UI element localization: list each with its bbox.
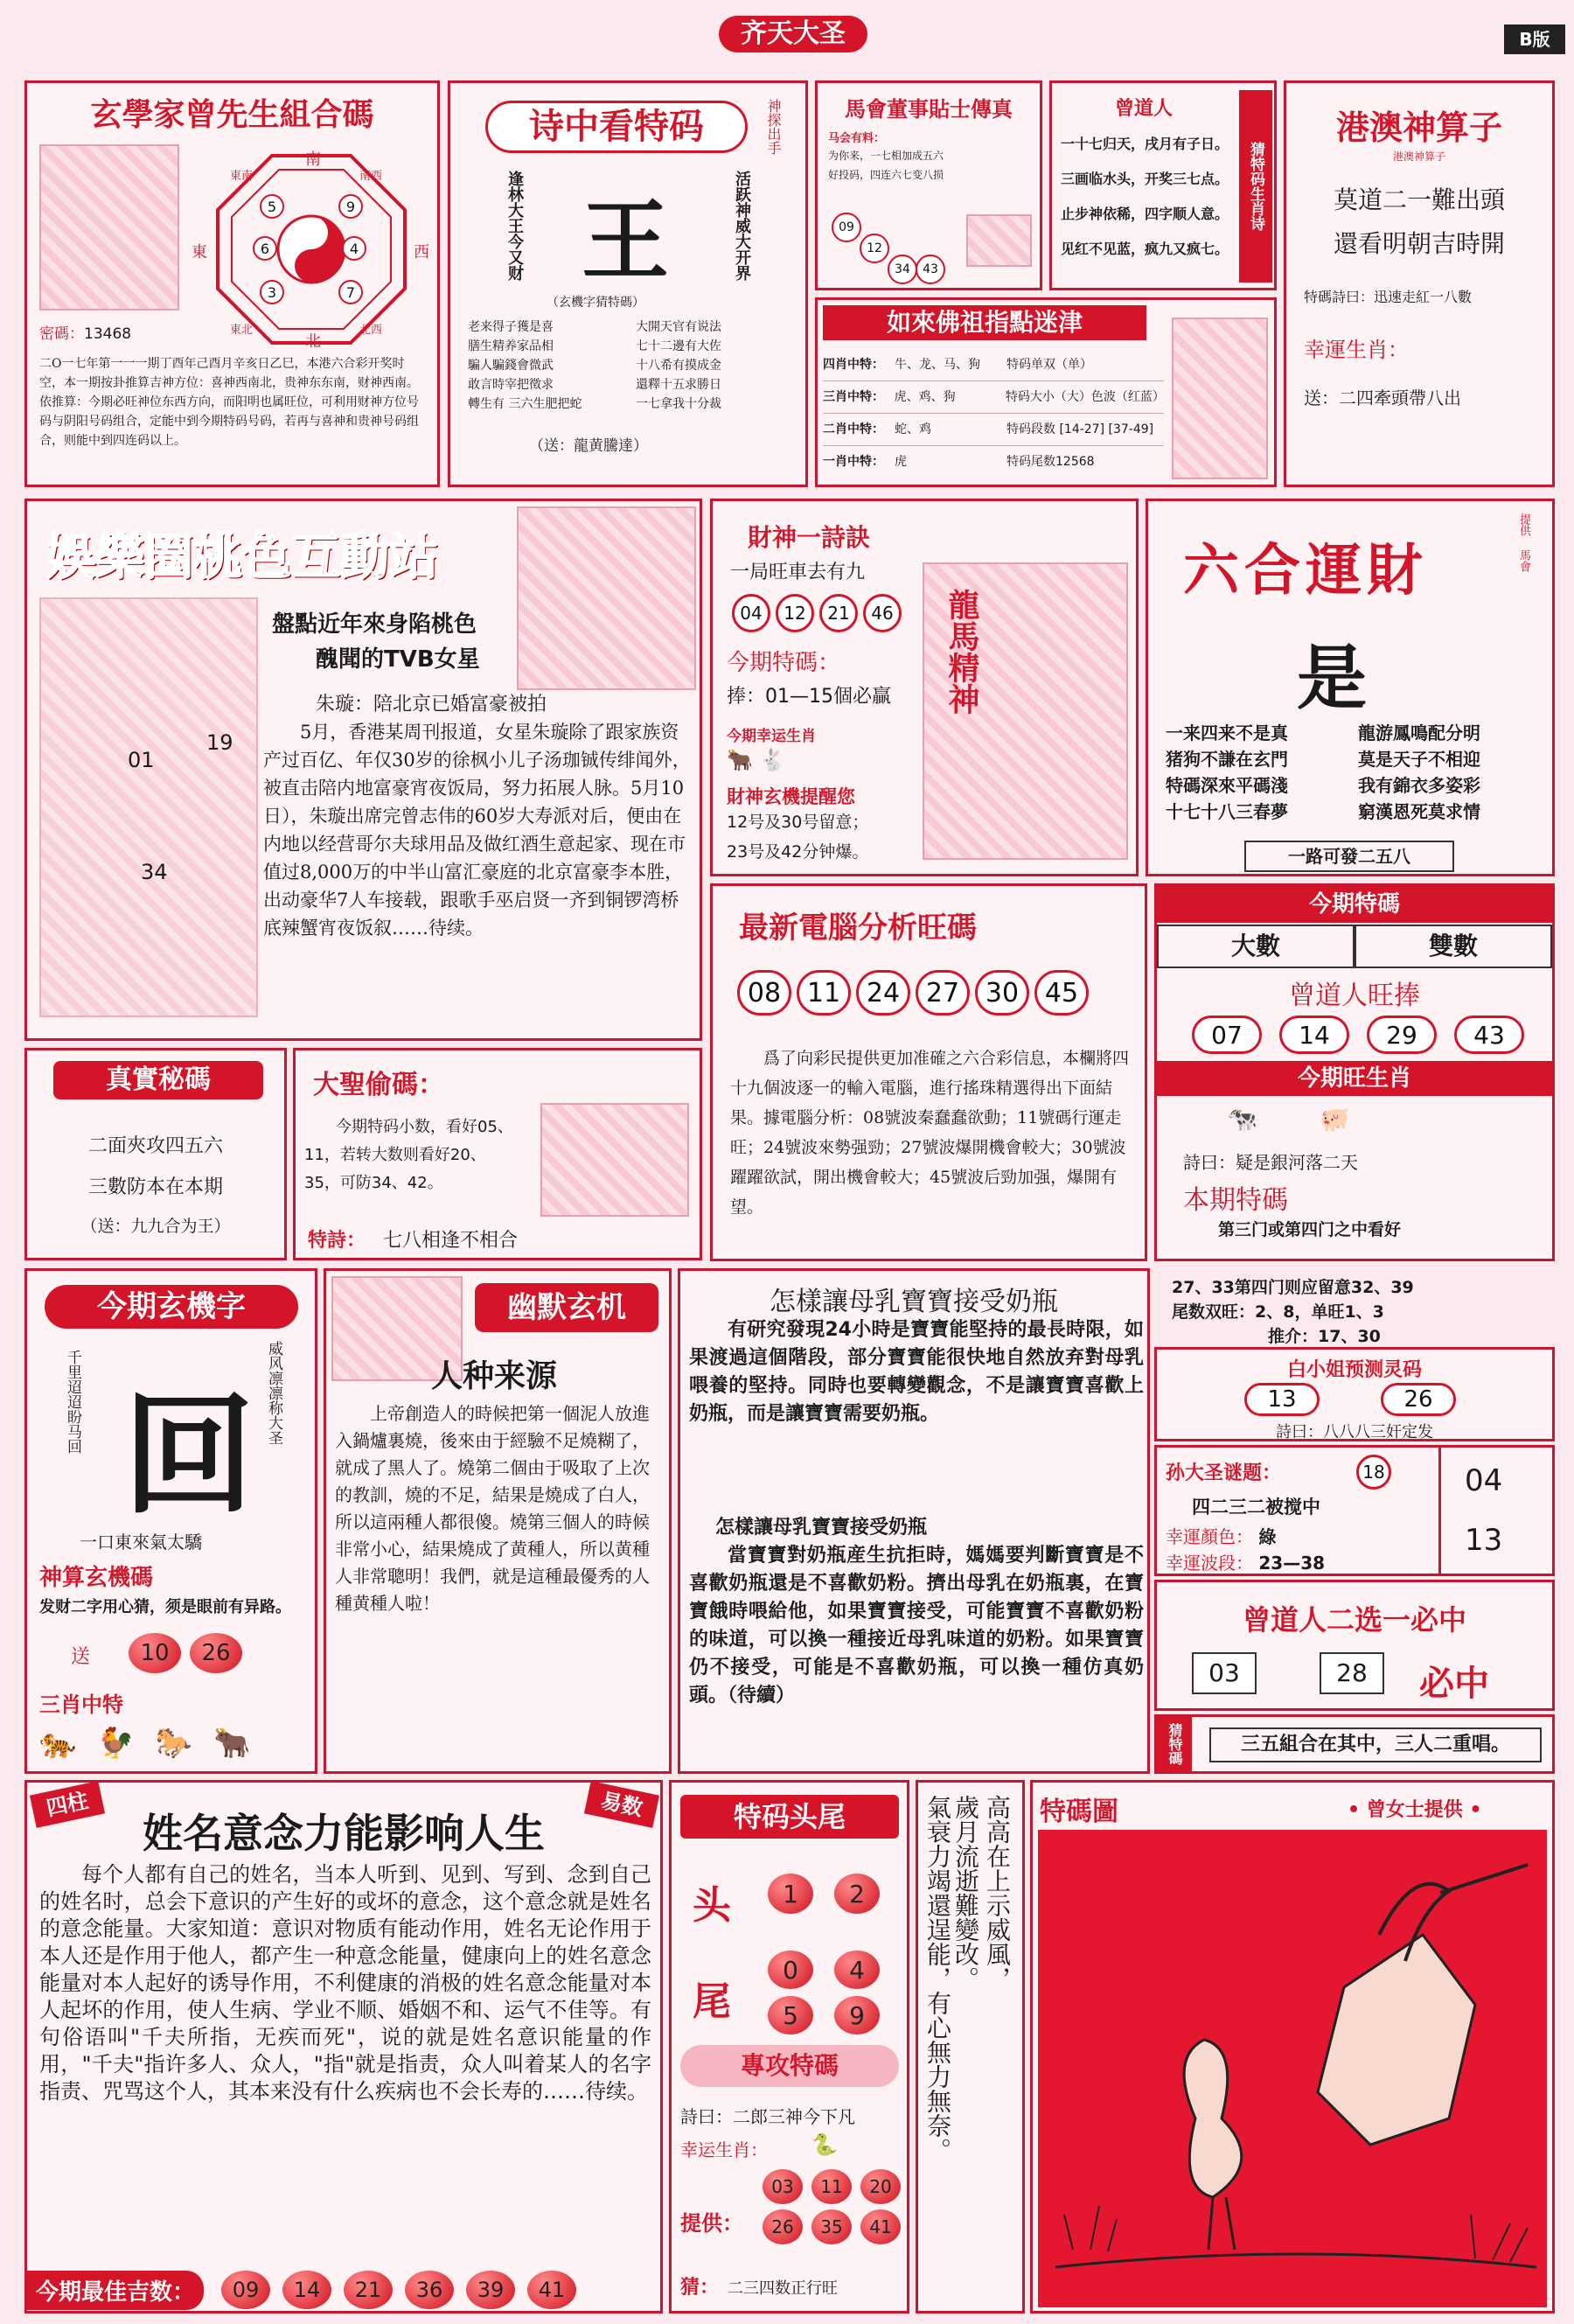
poem-title: 诗中看特码 [485, 101, 748, 153]
trigram-number: 7 [338, 280, 363, 304]
liuhe-line: 特碼深來平碼淺 [1166, 775, 1288, 796]
jinqi-big: 大數 [1157, 925, 1355, 968]
zengdao-line: 三画临水头，开奖三七点。 [1061, 171, 1229, 187]
touwei-attack: 專攻特碼 [680, 2045, 899, 2087]
rulai-value: 蛇、鸡 [895, 422, 931, 436]
touwei-wei-ball: 0 [768, 1951, 813, 1989]
erxuanyi-ball: 28 [1320, 1652, 1384, 1694]
poem-line: 還釋十五求勝日 [636, 378, 721, 392]
touwei-poem: 詩曰：二郎三神今下凡 [680, 2106, 855, 2127]
dir-southwest: 南西 [359, 170, 383, 183]
xuanji-sanxiao: 三肖中特 [39, 1692, 123, 1717]
poem-lines [468, 318, 791, 414]
touwei-wei-ball: 5 [768, 1996, 813, 2034]
actress-photo [517, 506, 696, 690]
milk-subtitle: 怎樣讓母乳寶寶接受奶瓶 [715, 1517, 928, 1539]
zhiji-panel [24, 1048, 287, 1260]
touwei-tou-ball: 1 [768, 1874, 813, 1914]
name-best-ball: 41 [527, 2271, 576, 2309]
trigram-number: 6 [253, 236, 277, 261]
sun-wave: 23—38 [1258, 1553, 1326, 1574]
rulai-info: 特码单双（单） [1006, 358, 1092, 372]
liuhe-line: 一来四来不是真 [1166, 722, 1288, 743]
liuhe-line: 十七十八三春夢 [1166, 801, 1288, 822]
xuanji-ball: 26 [190, 1633, 242, 1673]
zodiac-icons: 🐂 🐇 [727, 748, 786, 772]
baixiaojie-ball: 26 [1381, 1383, 1456, 1416]
jinqi-line3: 尾数双旺：2、8，单旺1、3 [1172, 1302, 1384, 1322]
bagua-diagram [192, 149, 429, 351]
jinqi-double: 雙數 [1355, 925, 1552, 968]
xuanji-panel [24, 1268, 317, 1774]
name-right-tag: 易数 [584, 1781, 659, 1828]
computer-panel [710, 883, 1147, 1261]
edition-badge: B版 [1504, 24, 1565, 54]
touwei-wei-ball: 4 [834, 1951, 880, 1989]
dasheng-poem-label: 特詩： [308, 1230, 366, 1252]
youmo-body: 上帝創造人的時候把第一個泥人放進入鍋爐裏燒，後來由于經驗不足燒糊了，就成了黑人了。燒第二個由于吸取了上次的教訓，燒的不足，結果是燒成了白人，所以這兩種人都很傻。燒第三個人的時候非常小心，結果燒成了黄種人，所以黄種人非常聰明！我們，就是這種最優秀的人種黄種人啦！ [335, 1403, 650, 1614]
poem-line: 七十二邊有大佐 [636, 339, 721, 353]
rulai-value: 虎 [895, 455, 907, 469]
sun-title: 孙大圣谜题： [1166, 1462, 1282, 1484]
mahui-title: 馬會董事貼士傳真 [845, 97, 1013, 122]
liuhe-line: 猪狗不謙在玄門 [1166, 749, 1288, 770]
computer-ball: 08 [737, 970, 791, 1015]
youmo-panel [324, 1268, 672, 1774]
jinqi-zodiac-title: 今期旺生肖 [1157, 1061, 1552, 1096]
poem-line: 敢言時宰把徵求 [468, 378, 554, 392]
gangao-subtitle: 港澳神算子 [1392, 150, 1445, 163]
dir-northeast: 東北 [230, 324, 254, 337]
touwei-offer-ball: 20 [860, 2169, 901, 2204]
rulai-info: 特码尾数12568 [1006, 455, 1095, 469]
caishen-ball: 12 [776, 594, 814, 632]
youmo-title: 幽默玄机 [475, 1283, 658, 1332]
trigram-number: 3 [260, 280, 284, 304]
zhiji-line2: 三數防本在本期 [87, 1176, 223, 1198]
trigram-number: 9 [338, 194, 363, 219]
mahui-ball: 34 [888, 255, 917, 284]
touwei-wei: 尾 [693, 1979, 731, 2024]
sun-wave-label: 幸運波段： [1166, 1553, 1253, 1574]
sun-panel [1154, 1445, 1555, 1576]
xuanji-big: 回 [123, 1378, 255, 1532]
dir-east: 東 [192, 243, 207, 262]
vpoem-col1: 高高在上示威風， [983, 1795, 1012, 1991]
xuanji-title: 今期玄機字 [45, 1285, 298, 1329]
xuanxue-title: 玄學家曾先生組合碼 [90, 97, 374, 133]
jinqi-te-title: 本期特碼 [1183, 1185, 1288, 1216]
jinqi-line4: 推介：17、30 [1268, 1327, 1381, 1346]
gangao-line1: 莫道二一難出頭 [1333, 185, 1505, 214]
buddha-illustration [1172, 318, 1268, 479]
liuhe-line: 龍游鳳鳴配分明 [1358, 722, 1480, 743]
liuhe-title: 六合運財 [1183, 538, 1428, 604]
sun-right-2: 13 [1465, 1523, 1503, 1558]
rulai-key: 三肖中特： [823, 390, 884, 404]
guess-text: 三五組合在其中，三人二重唱。 [1209, 1727, 1542, 1762]
zodiac-icons: 🐍 [811, 2132, 838, 2157]
touwei-offer-ball: 11 [811, 2169, 852, 2204]
zhiji-title: 真實秘碼 [53, 1061, 263, 1099]
poem-caption: （玄機字猜特碼） [547, 296, 644, 310]
touwei-panel [669, 1780, 909, 2314]
baixiaojie-panel [1154, 1347, 1555, 1441]
poem-line: 騙人騙錢會微武 [468, 359, 554, 373]
computer-body: 爲了向彩民提供更加准確之六合彩信息，本欄將四十九個波逐一的輸入電腦，進行搖珠精選得出下面結果。據電腦分析：08號波秦蠢蠢欲動；11號碼行運走旺；24號波來勢强勁；27號波爆開機會較大；30號波躍躍欲試，開出機會較大；45號波后勁加强，爆開有望。 [730, 1049, 1130, 1217]
zengdao-title: 曾道人 [1114, 98, 1173, 120]
guess-side: 猜特碼 [1157, 1717, 1192, 1771]
rulai-key: 四肖中特： [823, 358, 884, 372]
touwei-offer-ball: 41 [860, 2209, 901, 2244]
zhiji-send: （送：九九合为王） [80, 1217, 231, 1236]
ent-title: 娛樂圈桃色互動站 [46, 529, 438, 586]
dir-southeast: 東南 [230, 170, 254, 183]
gangao-poem: 特碼詩曰：迅速走紅一八數 [1304, 289, 1473, 305]
gangao-lucky: 幸運生肖： [1304, 338, 1409, 362]
mahui-ball: 12 [860, 234, 889, 263]
jinqi-balls [1192, 1015, 1524, 1054]
touwei-wei-ball: 9 [834, 1996, 880, 2034]
computer-ball: 30 [975, 970, 1029, 1015]
zengdao-panel [1049, 80, 1277, 290]
jinqi-ball: 29 [1367, 1015, 1437, 1054]
vpoem-col2: 歲月流逝難變改。 [951, 1795, 980, 1991]
touwei-lucky: 幸运生肖： [680, 2139, 768, 2160]
rulai-value: 虎、鸡、狗 [894, 390, 956, 404]
computer-ball: 24 [856, 970, 910, 1015]
poem-big-char: 王 [582, 189, 669, 292]
caishen-panel [710, 499, 1139, 876]
erxuanyi-title: 曾道人二选一必中 [1242, 1603, 1466, 1637]
entertainment-panel [24, 499, 702, 1041]
milk-para-1: 有研究發現24小時是寶寶能堅持的最長時限，如果渡過這個階段，部分寶寶能很快地自然放弃對母乳喂養的堅持。同時也要轉變觀念，不是讓寶寶喜歡上奶瓶，而是讓寶寶需要奶瓶。 [689, 1319, 1144, 1425]
monkey-king-illustration [540, 1103, 689, 1217]
trigram-number: 5 [260, 194, 284, 219]
milk-title: 怎樣讓母乳寶寶接受奶瓶 [770, 1287, 1058, 1317]
rulai-info: 特码大小（大）色波（红蓝） [1005, 390, 1165, 404]
jinqi-line2: 27、33第四门则应留意32、39 [1172, 1278, 1414, 1297]
sun-right-1: 04 [1465, 1463, 1503, 1498]
rulai-value: 牛、龙、马、狗 [895, 358, 980, 372]
name-best-ball: 21 [344, 2271, 393, 2309]
liuhe-line: 我有錦衣多姿彩 [1358, 775, 1480, 796]
liuhe-line: 窮漢恩死莫求情 [1358, 801, 1480, 822]
sun-color-label: 幸運顏色： [1166, 1526, 1253, 1547]
caishen-line: 一局旺車去有九 [730, 562, 866, 583]
jinqi-ball: 14 [1279, 1015, 1349, 1054]
trigram-number: 4 [342, 236, 366, 261]
jinqi-zengdao: 曾道人旺捧 [1289, 981, 1420, 1011]
dir-north: 北 [305, 332, 321, 351]
horse-illustration [966, 214, 1032, 267]
youmo-head: 人种来源 [431, 1358, 558, 1394]
xuanji-line: 发财二字用心猜，须是眼前有异路。 [39, 1598, 291, 1616]
caishen-tip-2: 23号及42分钟爆。 [727, 842, 869, 862]
erxuanyi-ball: 03 [1192, 1652, 1257, 1694]
name-panel [24, 1780, 663, 2314]
zengdao-lines [1061, 127, 1229, 267]
liuhe-side: 提供 馬會 [1517, 513, 1530, 572]
liuhe-col2 [1358, 720, 1480, 825]
zodiac-icons: 🐄 🐖 [1227, 1105, 1350, 1134]
poem-side: 神探出手 [765, 99, 782, 155]
poem-footer: （送：龍黄騰達） [529, 437, 648, 455]
xuanji-sub-title: 神算玄機碼 [39, 1565, 154, 1591]
zhiji-line1: 二面夾攻四五六 [87, 1135, 223, 1157]
caishen-te: 捧：01—15個必贏 [727, 686, 891, 708]
touwei-offer-ball: 26 [763, 2209, 803, 2244]
caishen-te-title: 今期特碼： [727, 650, 841, 676]
baixiaojie-poem: 詩曰：八八八三奸定发 [1276, 1423, 1433, 1441]
password-value: 13468 [84, 325, 132, 343]
rulai-key: 二肖中特： [823, 422, 884, 436]
crane-illustration [1038, 1830, 1547, 2307]
liuhe-big: 是 [1297, 637, 1367, 719]
xuanji-left: 千里迢迢盼马回 [64, 1350, 81, 1454]
erxuanyi-panel [1154, 1580, 1555, 1711]
temaotu-title: 特碼圖 [1040, 1797, 1118, 1827]
xuanji-right: 威风凛凛称大圣 [265, 1341, 282, 1445]
liuhe-line: 莫是天子不相迎 [1358, 749, 1480, 770]
caishen-title: 財神一詩訣 [748, 523, 871, 552]
milk-panel [678, 1268, 1150, 1774]
touwei-guess: 猜： [680, 2277, 720, 2299]
poem-line: 老来得子獲是喜 [468, 320, 554, 334]
touwei-offer-balls [763, 2169, 904, 2244]
dasheng-body: 今期特码小数，看好05、11，若转大数则看好20、35，可防34、42。 [304, 1118, 513, 1192]
caishen-tip-title: 財神玄機提醒您 [727, 786, 855, 807]
dir-northwest: 北西 [359, 324, 383, 337]
caishen-ball: 04 [732, 594, 770, 632]
zengdao-line: 一十七归天，戌月有子日。 [1061, 136, 1229, 152]
guess-panel [1154, 1714, 1555, 1774]
gangao-title: 港澳神算子 [1335, 108, 1502, 147]
mahui-ball: 09 [832, 213, 861, 242]
vertical-poem-panel [916, 1780, 1025, 2314]
dasheng-title: 大聖偷碼： [313, 1070, 444, 1100]
touwei-offer-ball: 03 [763, 2169, 803, 2204]
ent-headline: 朱璇：陪北京已婚富豪被拍 [316, 694, 547, 715]
jinqi-ball: 43 [1454, 1015, 1524, 1054]
jinqi-extra [1172, 1275, 1548, 1349]
mahui-panel [815, 80, 1042, 290]
name-best-label: 今期最佳吉数： [27, 2271, 204, 2310]
poem-panel [448, 80, 808, 487]
sun-color: 綠 [1258, 1526, 1277, 1547]
zodiac-icons: 🐅🐓🐎🐂 [39, 1726, 272, 1761]
baixiaojie-title: 白小姐预测灵码 [1286, 1359, 1422, 1381]
zengdao-line: 见红不见蓝，疯九又疯七。 [1061, 241, 1229, 257]
touwei-offer-ball: 35 [811, 2209, 852, 2244]
vpoem-col3: 氣衰力竭還逞能，有心無力無奈。 [923, 1795, 952, 2162]
mahui-label: 马会有料： [828, 132, 886, 145]
caishen-tip-1: 12号及30号留意； [727, 813, 869, 832]
temaotu-credit: • 曾女士提供 • [1348, 1799, 1482, 1821]
poem-left: 逢林大王今又财 [505, 171, 524, 281]
poem-line: 轉生有 三六生肥把蛇 [468, 397, 582, 411]
dasheng-poem: 七八相逢不相合 [383, 1230, 519, 1252]
jinqi-line1: 第三门或第四门之中看好 [1218, 1220, 1402, 1239]
sun-ball: 18 [1356, 1455, 1391, 1490]
header-title: 齐天大圣 [719, 16, 867, 52]
password-label: 密碼： [39, 325, 84, 343]
rulai-info: 特码段数 [14-27] [37-49] [1006, 422, 1154, 436]
jinqi-title: 今期特碼 [1157, 886, 1552, 923]
touwei-offer: 提供： [680, 2211, 743, 2236]
computer-ball: 11 [797, 970, 851, 1015]
baixiaojie-ball: 13 [1244, 1383, 1320, 1416]
caishen-ball: 21 [819, 594, 858, 632]
name-best-ball: 39 [466, 2271, 515, 2309]
gangao-send: 送：二四牽頭帶八出 [1304, 387, 1461, 408]
mahui-line2: 好投码，四连六七变八损 [828, 169, 944, 181]
name-best-ball: 09 [221, 2271, 270, 2309]
dir-south: 南 [305, 150, 321, 169]
touwei-tou-ball: 2 [834, 1874, 880, 1914]
mahui-ball: 43 [916, 255, 945, 284]
xuanji-send: 送 [71, 1646, 91, 1668]
computer-balls [737, 970, 1089, 1015]
liuhe-footer: 一路可發二五八 [1244, 841, 1454, 872]
poem-line: 大開天官有说法 [636, 320, 721, 334]
ent-number: 01 [128, 748, 155, 772]
gangao-panel [1284, 80, 1555, 487]
jinqi-ball: 07 [1192, 1015, 1262, 1054]
name-title: 姓名意念力能影响人生 [143, 1810, 545, 1857]
ent-number: 34 [141, 860, 168, 884]
caishen-banner: 龍馬精神 [944, 589, 980, 715]
xuanji-caption: 一口東來氣太驕 [80, 1532, 202, 1553]
name-body: 每个人都有自己的姓名，当本人听到、见到、写到、念到自己的姓名时，总会下意识的产生好的或坏的意念，这个意念就是姓名的意念能量。大家知道：意识对物质有能动作用，姓名无论作用于本人还是作用于他人，都产生一种意念能量，健康向上的姓名意念能量对本人起好的诱导作用，不利健康的消极的姓名意念能量对本人起坏的作用，使人生病、学业不顺、婚姻不和、运气不佳等。有句俗语叫"千夫所指，无疾而死"，说的就是姓名意识能量的作用，"千夫"指许多人、众人，"指"就是指责，众人叫着某人的名字指责、咒骂这个人，其本来没有什么疾病也不会长寿的……待续。 [39, 1862, 651, 2104]
ent-body: 5月，香港某周刊报道，女星朱璇除了跟家族资产过百亿、年仅30岁的徐枫小儿子汤珈铖传绯闻外，被直击陪内地富豪宵夜饭局，努力拓展人脉。5月10日），朱璇出席完曾志伟的60岁大寿派对后，便由在内地以经营哥尔夫球用品及做红酒生意起家、现在市值过8,000万的中半山富汇豪庭的北京富豪李本胜，出动豪华7人车接载，跟歌手巫启贤一齐到铜锣湾桥底辣蟹宵夜饭叙……待续。 [263, 722, 691, 939]
zengdao-line: 止步神依稀，四字顺人意。 [1061, 206, 1229, 222]
xuanxue-panel [24, 80, 440, 487]
dir-west: 西 [414, 243, 429, 262]
portrait-photo [39, 144, 179, 311]
touwei-title: 特码头尾 [680, 1795, 899, 1839]
sun-line: 四二三二被搅中 [1192, 1497, 1320, 1518]
computer-title: 最新電腦分析旺碼 [739, 911, 977, 946]
gangao-line2: 還看明朝吉時開 [1333, 229, 1505, 258]
header [0, 0, 1574, 61]
zengdao-side: 猜特码生肖诗 [1239, 90, 1272, 283]
poem-line: 膳生精养家品相 [468, 339, 554, 353]
touwei-guess-text: 二三四数正行旺 [728, 2279, 838, 2298]
name-best-ball: 14 [282, 2271, 331, 2309]
ent-subtitle-2: 醜聞的TVB女星 [316, 646, 480, 673]
name-left-tag: 四柱 [30, 1781, 105, 1828]
poem-line: 一七拿我十分裁 [636, 397, 721, 411]
computer-ball: 27 [916, 970, 970, 1015]
xuanxue-body: 二O一七年第一一一期丁酉年己酉月辛亥日乙巳，本港六合彩开奖时空，本一期按卦推算吉神方位：喜神西南北，贵神东东南，财神西南。依推算：今期必旺神位东西方向，而阳明也属旺位，可利用财神方位号码与阴阳号码组合，定能中到今期特码号码，若再与喜神和贵神号码组合，则能中到四连码以上。 [39, 357, 419, 448]
mahui-line1: 为你来，一七相加成五六 [828, 150, 944, 162]
rulai-key: 一肖中特： [823, 455, 884, 469]
erxuanyi-bizhong: 必中 [1419, 1664, 1489, 1704]
poem-right: 活跃神威大开界 [733, 171, 751, 281]
rulai-panel [815, 297, 1277, 487]
jinqi-poem: 詩曰：疑是銀河落二天 [1183, 1152, 1358, 1173]
computer-ball: 45 [1034, 970, 1089, 1015]
caishen-ball: 46 [863, 594, 902, 632]
ent-number: 19 [206, 730, 233, 755]
liuhe-panel [1146, 499, 1555, 876]
caishen-lucky: 今期幸运生肖 [727, 728, 816, 745]
milk-para-2: 當寶寶對奶瓶産生抗拒時，媽媽要判斷寶寶是不喜歡奶瓶還是不喜歡奶粉。擠出母乳在奶瓶裏，在寶寶餓時喂給他，如果寶寶接受，可能寶寶不喜歡奶粉的味道，可以換一種接近母乳味道的奶粉。如果寶寶仍不接受，可能是不喜歡奶瓶，可以換一種仿真奶頭。（待續） [689, 1545, 1144, 1706]
name-best-ball: 36 [405, 2271, 454, 2309]
temaotu-panel [1030, 1780, 1555, 2314]
name-best [27, 2269, 660, 2311]
ent-subtitle-1: 盤點近年來身陷桃色 [272, 611, 477, 638]
rulai-rows [823, 349, 1164, 478]
jinqi-panel [1154, 883, 1555, 1261]
model-photo [39, 597, 258, 1017]
touwei-tou: 头 [693, 1883, 731, 1928]
dasheng-panel [293, 1048, 702, 1260]
poem-line: 十八希有摸成金 [636, 359, 721, 373]
xuanji-ball: 10 [129, 1633, 181, 1673]
rulai-title: 如來佛祖指點迷津 [823, 305, 1146, 340]
liuhe-col1 [1166, 720, 1288, 825]
